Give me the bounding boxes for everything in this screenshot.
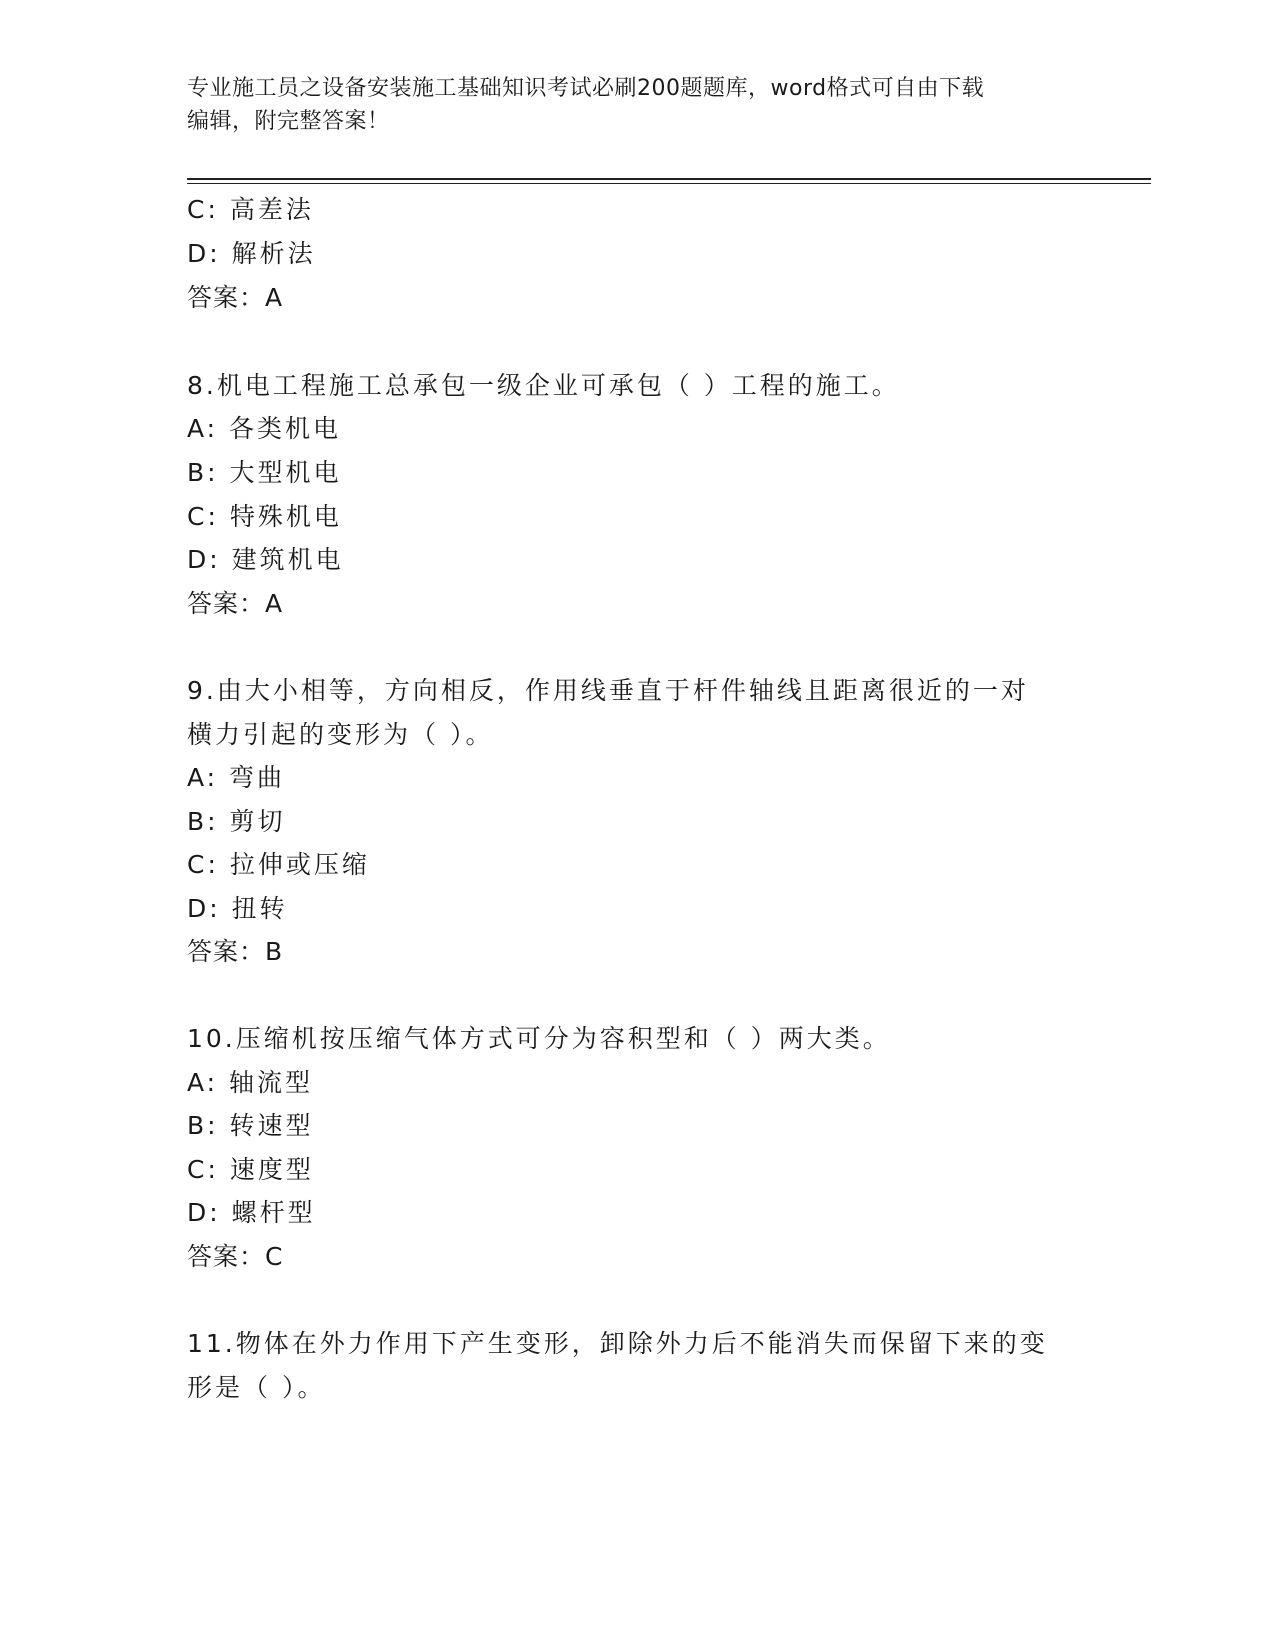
q11-stem-line1: 11.物体在外力作用下产生变形，卸除外力后不能消失而保留下来的变 [187,1329,1048,1358]
q9-stem-line1: 9.由大小相等，方向相反，作用线垂直于杆件轴线且距离很近的一对 [187,676,1029,705]
q10-stem: 10.压缩机按压缩气体方式可分为容积型和（ ）两大类。 [187,1024,891,1053]
q9-option-d: D: 扭转 [187,894,288,923]
q8-option-b: B: 大型机电 [187,458,342,487]
header-divider-thick [187,178,1151,180]
q11-stem-line2: 形是（ ）。 [187,1373,326,1402]
q9-option-c: C: 拉伸或压缩 [187,850,370,879]
header-divider-thin [187,183,1151,184]
q10-option-c: C: 速度型 [187,1155,314,1184]
prev-answer: 答案：A [187,283,284,312]
q9-option-b: B: 剪切 [187,807,286,836]
prev-option-d: D: 解析法 [187,239,316,268]
header-title-line1: 专业施工员之设备安装施工基础知识考试必刷200题题库，word格式可自由下载 [187,76,985,101]
q8-answer: 答案：A [187,589,284,618]
q10-option-a: A: 轴流型 [187,1068,314,1097]
q10-answer: 答案：C [187,1242,284,1271]
q9-option-a: A: 弯曲 [187,763,286,792]
q9-answer: 答案：B [187,937,284,966]
q10-option-b: B: 转速型 [187,1111,314,1140]
q10-option-d: D: 螺杆型 [187,1198,316,1227]
document-header [187,72,1087,138]
q8-option-d: D: 建筑机电 [187,545,344,574]
q9-stem-line2: 横力引起的变形为（ ）。 [187,720,494,749]
q8-option-c: C: 特殊机电 [187,502,342,531]
prev-option-c: C: 高差法 [187,195,314,224]
header-title-line2: 编辑，附完整答案！ [187,109,390,134]
q8-stem: 8.机电工程施工总承包一级企业可承包（ ）工程的施工。 [187,371,900,400]
q8-option-a: A: 各类机电 [187,414,342,443]
